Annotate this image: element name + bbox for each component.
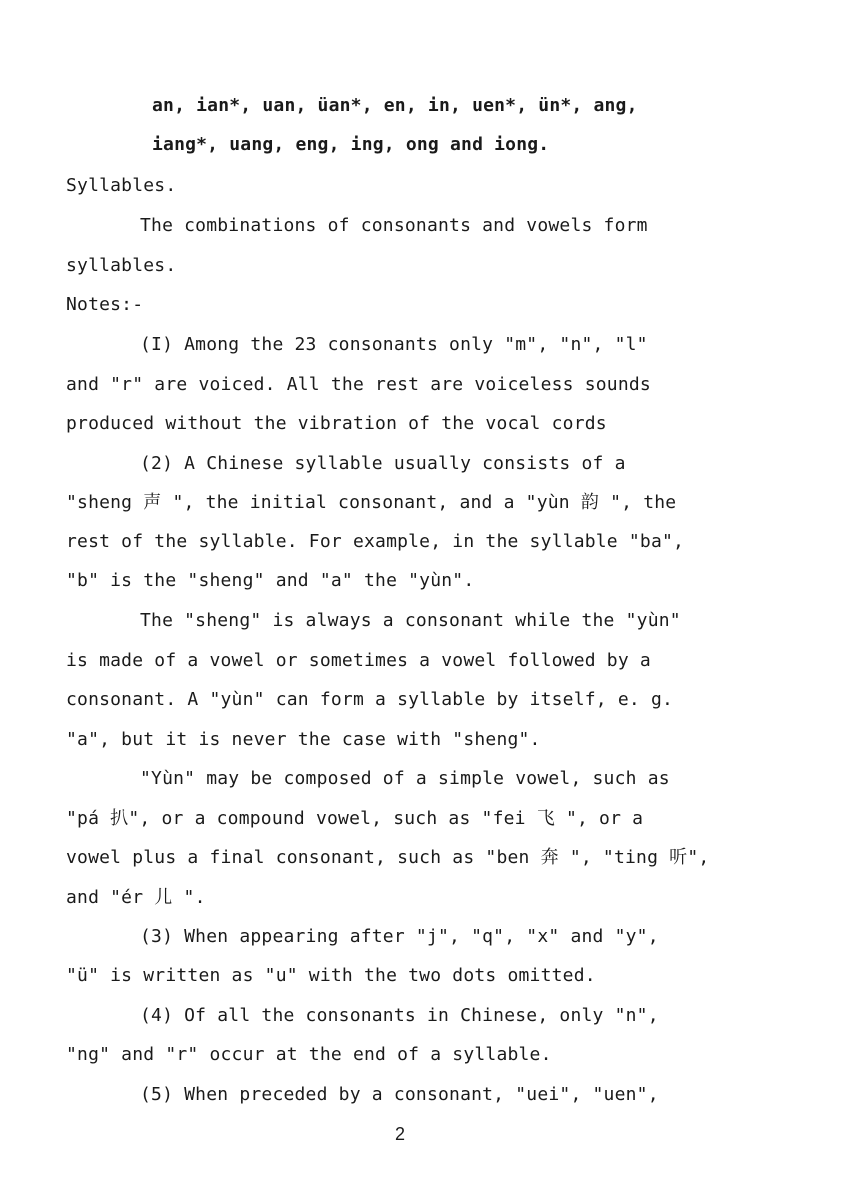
note-1-line: (I) Among the 23 consonants only "m", "n", "l" [140,334,648,355]
notes-heading: Notes:- [66,294,144,315]
text-line-finals-2: iang*, uang, eng, ing, ong and iong. [152,134,550,155]
note-2-line: "b" is the "sheng" and "a" the "yùn". [66,570,475,591]
page-number: 2 [395,1124,406,1144]
text-line: "pá 扒", or a compound vowel, such as "fei 飞 ", or a [66,808,644,829]
text-line: "Yùn" may be composed of a simple vowel, such as [140,768,670,789]
text-line: is made of a vowel or sometimes a vowel followed by a [66,650,651,671]
text-line-finals-1: an, ian*, uan, üan*, en, in, uen*, ün*, ang, [152,95,638,116]
text-line: "a", but it is never the case with "sheng". [66,729,541,750]
note-2-line: rest of the syllable. For example, in the syllable "ba", [66,531,685,552]
text-line: and "ér 儿 ". [66,887,206,908]
text-line: syllables. [66,255,177,276]
note-5-line: (5) When preceded by a consonant, "uei", "uen", [140,1084,659,1105]
note-1-line: and "r" are voiced. All the rest are voiceless sounds [66,374,651,395]
note-4-line: "ng" and "r" occur at the end of a syllable. [66,1044,552,1065]
note-2-line: (2) A Chinese syllable usually consists of a [140,453,626,474]
note-1-line: produced without the vibration of the vocal cords [66,413,607,434]
text-line: The combinations of consonants and vowels form [140,215,648,236]
text-line: The "sheng" is always a consonant while the "yùn" [140,610,681,631]
section-heading-syllables: Syllables. [66,175,177,196]
note-3-line: (3) When appearing after "j", "q", "x" and "y", [140,926,659,947]
note-2-line: "sheng 声 ", the initial consonant, and a "yùn 韵 ", the [66,492,677,513]
note-3-line: "ü" is written as "u" with the two dots omitted. [66,965,596,986]
text-line: consonant. A "yùn" can form a syllable by itself, e. g. [66,689,674,710]
text-line: vowel plus a final consonant, such as "ben 奔 ", "ting 听", [66,847,710,868]
note-4-line: (4) Of all the consonants in Chinese, only "n", [140,1005,659,1026]
